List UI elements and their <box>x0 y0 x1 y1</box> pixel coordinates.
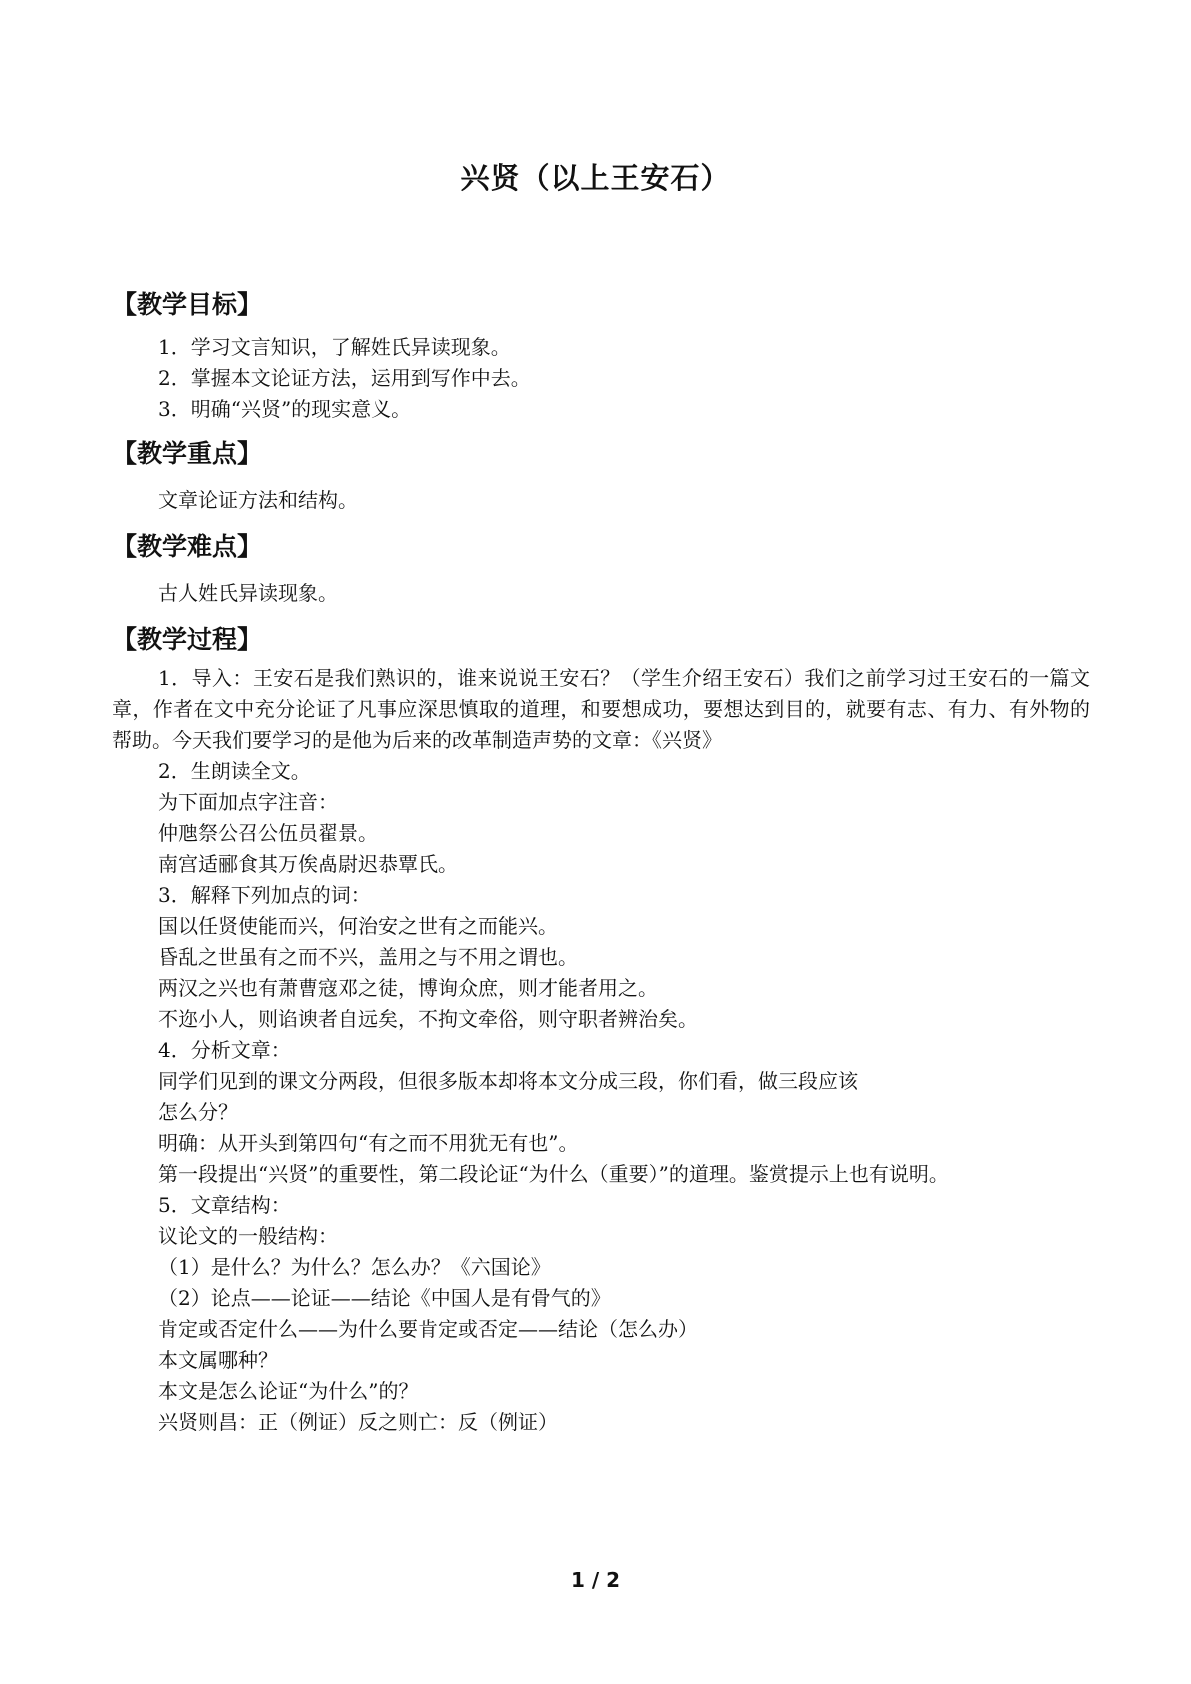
process-line: 仲虺祭公召公伍员翟景。 <box>158 821 378 845</box>
objective-item: 3．明确“兴贤”的现实意义。 <box>158 397 412 421</box>
key-point-item: 文章论证方法和结构。 <box>158 488 358 512</box>
page-number: 1 / 2 <box>570 1568 621 1592</box>
section-objectives <box>112 288 1090 425</box>
process-line: 明确：从开头到第四句“有之而不用犹无有也”。 <box>158 1131 579 1155</box>
process-line: 3．解释下列加点的词： <box>158 883 371 907</box>
process-line: 本文属哪种？ <box>158 1348 278 1372</box>
process-line: 兴贤则昌：正（例证）反之则亡：反（例证） <box>158 1410 558 1434</box>
difficulties-list <box>112 578 1090 609</box>
document-body <box>112 288 1090 1438</box>
process-line: 不迩小人，则谄谀者自远矣，不拘文牵俗，则守职者辨治矣。 <box>158 1007 698 1031</box>
process-line: 两汉之兴也有萧曹寇邓之徒，博询众庶，则才能者用之。 <box>158 976 658 1000</box>
section-process <box>112 623 1090 1438</box>
process-line: 4．分析文章： <box>158 1038 291 1062</box>
process-line: 肯定或否定什么——为什么要肯定或否定——结论（怎么办） <box>158 1317 698 1341</box>
process-line: 怎么分？ <box>158 1100 238 1124</box>
process-line: 同学们见到的课文分两段，但很多版本却将本文分成三段，你们看，做三段应该 <box>158 1069 858 1093</box>
section-heading-difficulties: 【教学难点】 <box>112 532 263 561</box>
section-heading-process: 【教学过程】 <box>112 625 263 654</box>
key-points-list <box>112 485 1090 516</box>
objectives-list <box>112 332 1090 425</box>
process-lines-a <box>112 756 1090 1159</box>
process-line: 本文是怎么论证“为什么”的？ <box>158 1379 419 1403</box>
process-line: 南宫适郦食其万俟卨尉迟恭覃氏。 <box>158 852 458 876</box>
document-title: 兴贤（以上王安石） <box>460 161 731 195</box>
process-line: 国以任贤使能而兴，何治安之世有之而能兴。 <box>158 914 558 938</box>
process-paragraph-intro: 1．导入：王安石是我们熟识的，谁来说说王安石？（学生介绍王安石）我们之前学习过王安石的一篇文章，作者在文中充分论证了凡事应深思慎取的道理，和要想成功，要想达到目的，就要有志、有力、有外物的帮助。今天我们要学习的是他为后来的改革制造声势的文章：《兴贤》 <box>112 666 1090 752</box>
objective-item: 1．学习文言知识，了解姓氏异读现象。 <box>158 335 511 359</box>
process-line: 2．生朗读全文。 <box>158 759 311 783</box>
process-body <box>112 663 1090 1438</box>
objective-item: 2．掌握本文论证方法，运用到写作中去。 <box>158 366 531 390</box>
section-difficulties <box>112 530 1090 609</box>
difficulty-item: 古人姓氏异读现象。 <box>158 581 338 605</box>
process-line: 议论文的一般结构： <box>158 1224 338 1248</box>
process-line: （1）是什么？为什么？怎么办？《六国论》 <box>158 1255 551 1279</box>
process-line: 为下面加点字注音： <box>158 790 338 814</box>
section-heading-key-points: 【教学重点】 <box>112 439 263 468</box>
process-line: 昏乱之世虽有之而不兴，盖用之与不用之谓也。 <box>158 945 578 969</box>
section-key-points <box>112 437 1090 516</box>
process-lines-b <box>112 1190 1090 1438</box>
process-paragraph-structure: 第一段提出“兴贤”的重要性，第二段论证“为什么（重要）”的道理。鉴赏提示上也有说明。 <box>158 1162 949 1186</box>
section-heading-objectives: 【教学目标】 <box>112 290 263 319</box>
process-line: 5．文章结构： <box>158 1193 291 1217</box>
process-line: （2）论点——论证——结论《中国人是有骨气的》 <box>158 1286 611 1310</box>
